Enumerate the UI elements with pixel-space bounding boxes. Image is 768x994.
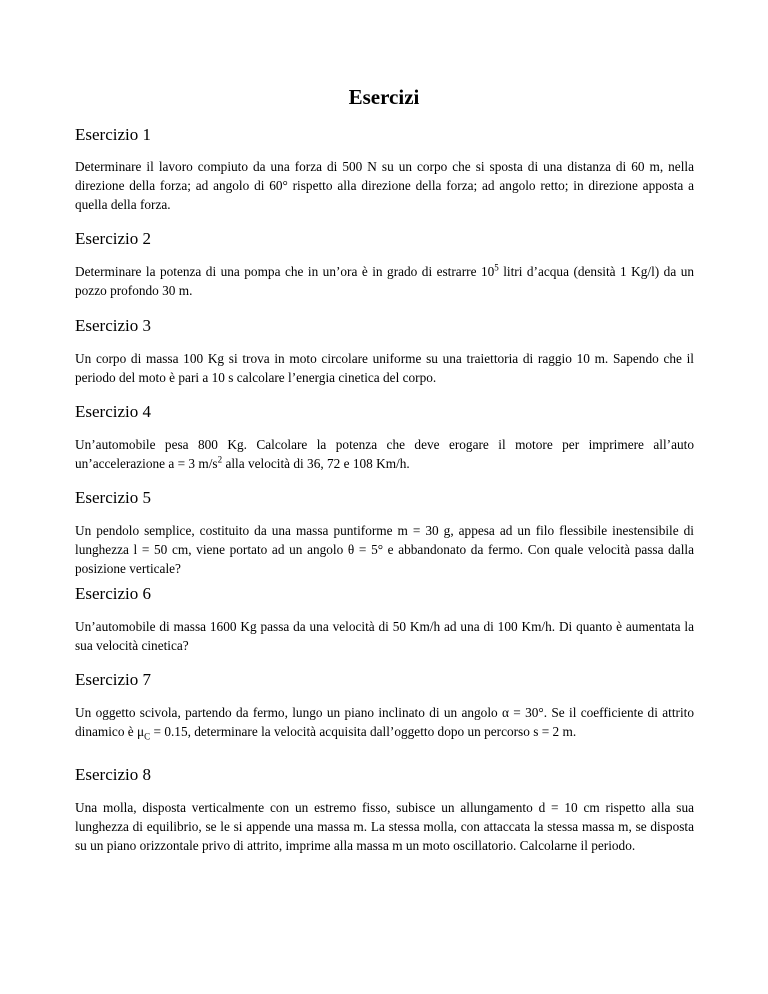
exercise-2-text-b: litri d’acqua (densità 1 Kg/l) da un pozzo profondo 30 m. [75, 264, 694, 298]
exercise-6-text: Un’automobile di massa 1600 Kg passa da una velocità di 50 Km/h ad una di 100 Km/h. Di quanto è aumentata la sua velocità cinetica? [75, 619, 694, 653]
exercise-1-heading: Esercizio 1 [75, 125, 151, 144]
exercise-7-text-a: Un oggetto scivola, partendo da fermo, lungo un piano inclinato di un angolo α = 30°. Se il coefficiente di attrito dinamico è μ [75, 705, 694, 739]
exercise-3-heading: Esercizio 3 [75, 316, 151, 335]
exercise-7-text [75, 703, 694, 741]
exercise-7-text-b: = 0.15, determinare la velocità acquisita dall’oggetto dopo un percorso s = 2 m. [150, 724, 577, 739]
exercise-1-text: Determinare il lavoro compiuto da una forza di 500 N su un corpo che si sposta di una distanza di 60 m, nella direzione della forza; ad angolo di 60° rispetto alla direzione della forza; ad angolo retto; in direzione apposta a quella della forza. [75, 159, 694, 212]
exercise-5-text: Un pendolo semplice, costituito da una massa puntiforme m = 30 g, appesa ad un filo flessibile inestensibile di lunghezza l = 50 cm, viene portato ad un angolo θ = 5° e abbandonato da fermo. Con quale velocità passa dalla posizione verticale? [75, 523, 694, 576]
exercise-3-text: Un corpo di massa 100 Kg si trova in moto circolare uniforme su una traiettoria di raggio 10 m. Sapendo che il periodo del moto è pari a 10 s calcolare l’energia cinetica del corpo. [75, 351, 694, 385]
exercise-7-subscript: C [144, 731, 151, 742]
exercise-4-text-b: alla velocità di 36, 72 e 108 Km/h. [222, 456, 410, 471]
exercise-6-heading: Esercizio 6 [75, 584, 151, 603]
exercise-4-text-a: Un’automobile pesa 800 Kg. Calcolare la potenza che deve erogare il motore per imprimere all’auto un’accelerazione a = 3 m/s [75, 437, 694, 471]
exercise-2-text-a: Determinare la potenza di una pompa che in un’ora è in grado di estrarre 10 [75, 264, 495, 279]
exercise-4-superscript: 2 [217, 454, 223, 465]
exercise-4-heading: Esercizio 4 [75, 402, 151, 421]
exercise-8-text: Una molla, disposta verticalmente con un estremo fisso, subisce un allungamento d = 10 cm rispetto alla sua lunghezza di equilibrio, se le si appende una massa m. La stessa molla, con attaccata la stessa massa m, se disposta su un piano orizzontale privo di attrito, imprime alla massa m un moto oscillatorio. Calcolarne il periodo. [75, 800, 694, 853]
exercise-2-superscript: 5 [494, 262, 499, 273]
exercise-8-heading: Esercizio 8 [75, 765, 151, 784]
exercise-2-text [75, 262, 694, 300]
exercise-7-heading: Esercizio 7 [75, 670, 151, 689]
exercise-2-heading: Esercizio 2 [75, 229, 151, 248]
exercise-5-heading: Esercizio 5 [75, 488, 151, 507]
exercise-4-text [75, 435, 694, 473]
page-title: Esercizi [348, 85, 420, 109]
